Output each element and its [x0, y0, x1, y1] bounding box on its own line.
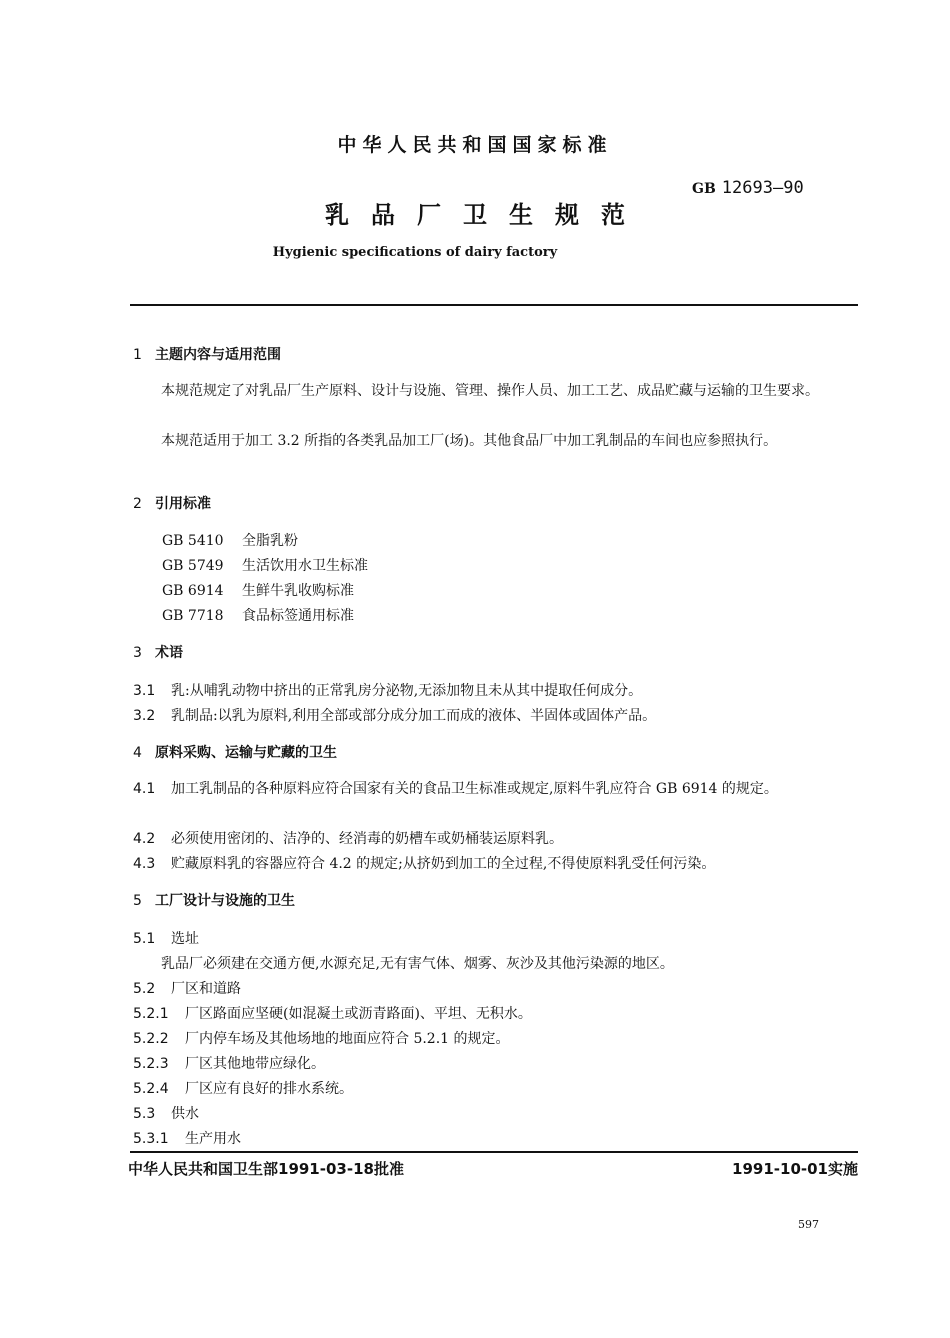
clause-4-3: 4.3 贮藏原料乳的容器应符合 4.2 的规定;从挤奶到加工的全过程,不得使原料乳受任何污染。 [133, 856, 716, 872]
section-1-paragraph-1: 本规范规定了对乳品厂生产原料、设计与设施、管理、操作人员、加工工艺、成品贮藏与运输的卫生要求。 [161, 383, 819, 399]
reference-item: GB 5410 全脂乳粉 [162, 533, 298, 549]
term-item: 3.1 乳:从哺乳动物中挤出的正常乳房分泌物,无添加物且未从其中提取任何成分。 [133, 683, 643, 699]
clause-5-3: 5.3 供水 [133, 1106, 199, 1122]
section-heading-1: 1 主题内容与适用范围 [133, 347, 281, 363]
approval-statement: 中华人民共和国卫生部1991-03-18批准 [128, 1160, 404, 1178]
clause-5-2-2: 5.2.2 厂内停车场及其他场地的地面应符合 5.2.1 的规定。 [133, 1031, 510, 1047]
section-heading-5: 5 工厂设计与设施的卫生 [133, 893, 295, 909]
clause-5-1-body: 乳品厂必须建在交通方便,水源充足,无有害气体、烟雾、灰沙及其他污染源的地区。 [161, 956, 674, 972]
effective-date: 1991-10-01实施 [732, 1160, 858, 1178]
document-title-en: Hygienic specifications of dairy factory [272, 245, 558, 260]
reference-item: GB 5749 生活饮用水卫生标准 [162, 558, 368, 574]
section-1-paragraph-2: 本规范适用于加工 3.2 所指的各类乳品加工厂(场)。其他食品厂中加工乳制品的车间也应参照执行。 [161, 433, 778, 449]
clause-5-2-4: 5.2.4 厂区应有良好的排水系统。 [133, 1081, 353, 1097]
clause-4-2: 4.2 必须使用密闭的、洁净的、经消毒的奶槽车或奶桶装运原料乳。 [133, 831, 563, 847]
clause-4-1: 4.1 加工乳制品的各种原料应符合国家有关的食品卫生标准或规定,原料牛乳应符合 GB 6914 的规定。 [133, 781, 778, 797]
reference-item: GB 7718 食品标签通用标准 [162, 608, 354, 624]
page-number: 597 [798, 1218, 819, 1231]
clause-5-1: 5.1 选址 [133, 931, 199, 947]
clause-5-2-3: 5.2.3 厂区其他地带应绿化。 [133, 1056, 325, 1072]
footer-divider [130, 1151, 858, 1153]
clause-5-2-1: 5.2.1 厂区路面应坚硬(如混凝土或沥青路面)、平坦、无积水。 [133, 1006, 532, 1022]
reference-item: GB 6914 生鲜牛乳收购标准 [162, 583, 354, 599]
standard-prefix: GB [692, 181, 716, 197]
term-item: 3.2 乳制品:以乳为原料,利用全部或部分成分加工而成的液体、半固体或固体产品。 [133, 708, 657, 724]
section-heading-2: 2 引用标准 [133, 496, 211, 512]
standard-code: 12693—90 [721, 178, 804, 198]
header-divider [130, 304, 858, 306]
section-heading-3: 3 术语 [133, 645, 183, 661]
document-title-cn: 乳品厂卫生规范 [325, 201, 647, 229]
issuing-authority: 中华人民共和国国家标准 [337, 134, 613, 156]
clause-5-3-1: 5.3.1 生产用水 [133, 1131, 241, 1147]
section-heading-4: 4 原料采购、运输与贮藏的卫生 [133, 745, 337, 761]
clause-5-2: 5.2 厂区和道路 [133, 981, 241, 997]
